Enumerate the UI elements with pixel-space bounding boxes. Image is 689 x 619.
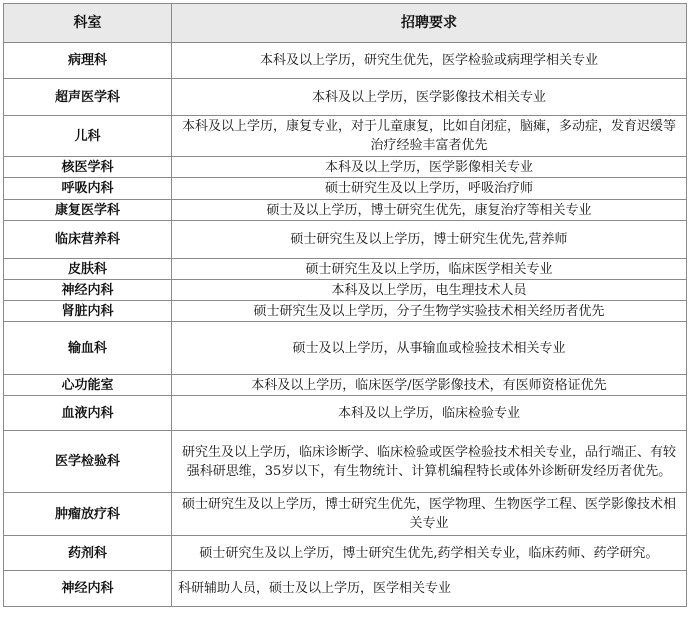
table-row bbox=[4, 301, 687, 322]
department-cell: 肿瘤放疗科 bbox=[4, 493, 172, 536]
requirement-cell: 研究生及以上学历，临床诊断学、临床检验或医学检验技术相关专业，品行端正、有较强科研思维，35岁以下，有生物统计、计算机编程特长或体外诊断研发经历者优先。 bbox=[172, 431, 687, 493]
requirement-cell: 硕士研究生及以上学历，分子生物学实验技术相关经历者优先 bbox=[172, 301, 687, 322]
department-cell: 心功能室 bbox=[4, 375, 172, 396]
table-row bbox=[4, 396, 687, 431]
table-row bbox=[4, 493, 687, 536]
department-cell: 药剂科 bbox=[4, 536, 172, 571]
requirement-cell: 科研辅助人员，硕士及以上学历，医学相关专业 bbox=[172, 571, 687, 607]
header-requirements: 招聘要求 bbox=[172, 4, 687, 43]
department-cell: 超声医学科 bbox=[4, 79, 172, 116]
requirement-cell: 硕士研究生及以上学历，博士研究生优先,营养师 bbox=[172, 221, 687, 259]
department-cell: 医学检验科 bbox=[4, 431, 172, 493]
table-row bbox=[4, 79, 687, 116]
table-row bbox=[4, 221, 687, 259]
department-cell: 血液内科 bbox=[4, 396, 172, 431]
department-cell: 肾脏内科 bbox=[4, 301, 172, 322]
requirement-cell: 硕士及以上学历，从事输血或检验技术相关专业 bbox=[172, 322, 687, 375]
recruitment-table bbox=[3, 3, 687, 607]
table-row bbox=[4, 157, 687, 178]
requirement-cell: 本科及以上学历，研究生优先，医学检验或病理学相关专业 bbox=[172, 43, 687, 79]
department-cell: 呼吸内科 bbox=[4, 178, 172, 200]
table-row bbox=[4, 43, 687, 79]
department-cell: 儿科 bbox=[4, 116, 172, 157]
table-row bbox=[4, 116, 687, 157]
requirement-cell: 硕士及以上学历，博士研究生优先，康复治疗等相关专业 bbox=[172, 200, 687, 221]
requirement-cell: 本科及以上学历，电生理技术人员 bbox=[172, 280, 687, 301]
requirement-cell: 本科及以上学历，临床检验专业 bbox=[172, 396, 687, 431]
department-cell: 临床营养科 bbox=[4, 221, 172, 259]
requirement-cell: 硕士研究生及以上学历，临床医学相关专业 bbox=[172, 259, 687, 280]
table-row bbox=[4, 200, 687, 221]
table-row bbox=[4, 571, 687, 607]
table-row bbox=[4, 431, 687, 493]
department-cell: 康复医学科 bbox=[4, 200, 172, 221]
requirement-cell: 本科及以上学历，康复专业，对于儿童康复，比如自闭症，脑瘫，多动症，发育迟缓等治疗经验丰富者优先 bbox=[172, 116, 687, 157]
requirement-cell: 本科及以上学历，医学影像相关专业 bbox=[172, 157, 687, 178]
table-row bbox=[4, 536, 687, 571]
header-row bbox=[4, 4, 687, 43]
requirement-cell: 硕士研究生及以上学历，博士研究生优先,药学相关专业，临床药师、药学研究。 bbox=[172, 536, 687, 571]
requirement-cell: 硕士研究生及以上学历，博士研究生优先，医学物理、生物医学工程、医学影像技术相关专业 bbox=[172, 493, 687, 536]
table-row bbox=[4, 178, 687, 200]
requirement-cell: 硕士研究生及以上学历，呼吸治疗师 bbox=[172, 178, 687, 200]
table-row bbox=[4, 280, 687, 301]
department-cell: 神经内科 bbox=[4, 280, 172, 301]
table-row bbox=[4, 322, 687, 375]
requirement-cell: 本科及以上学历，医学影像技术相关专业 bbox=[172, 79, 687, 116]
department-cell: 核医学科 bbox=[4, 157, 172, 178]
requirement-cell: 本科及以上学历，临床医学/医学影像技术，有医师资格证优先 bbox=[172, 375, 687, 396]
header-department: 科室 bbox=[4, 4, 172, 43]
department-cell: 神经内科 bbox=[4, 571, 172, 607]
department-cell: 病理科 bbox=[4, 43, 172, 79]
table-row bbox=[4, 259, 687, 280]
table-row bbox=[4, 375, 687, 396]
department-cell: 皮肤科 bbox=[4, 259, 172, 280]
department-cell: 输血科 bbox=[4, 322, 172, 375]
